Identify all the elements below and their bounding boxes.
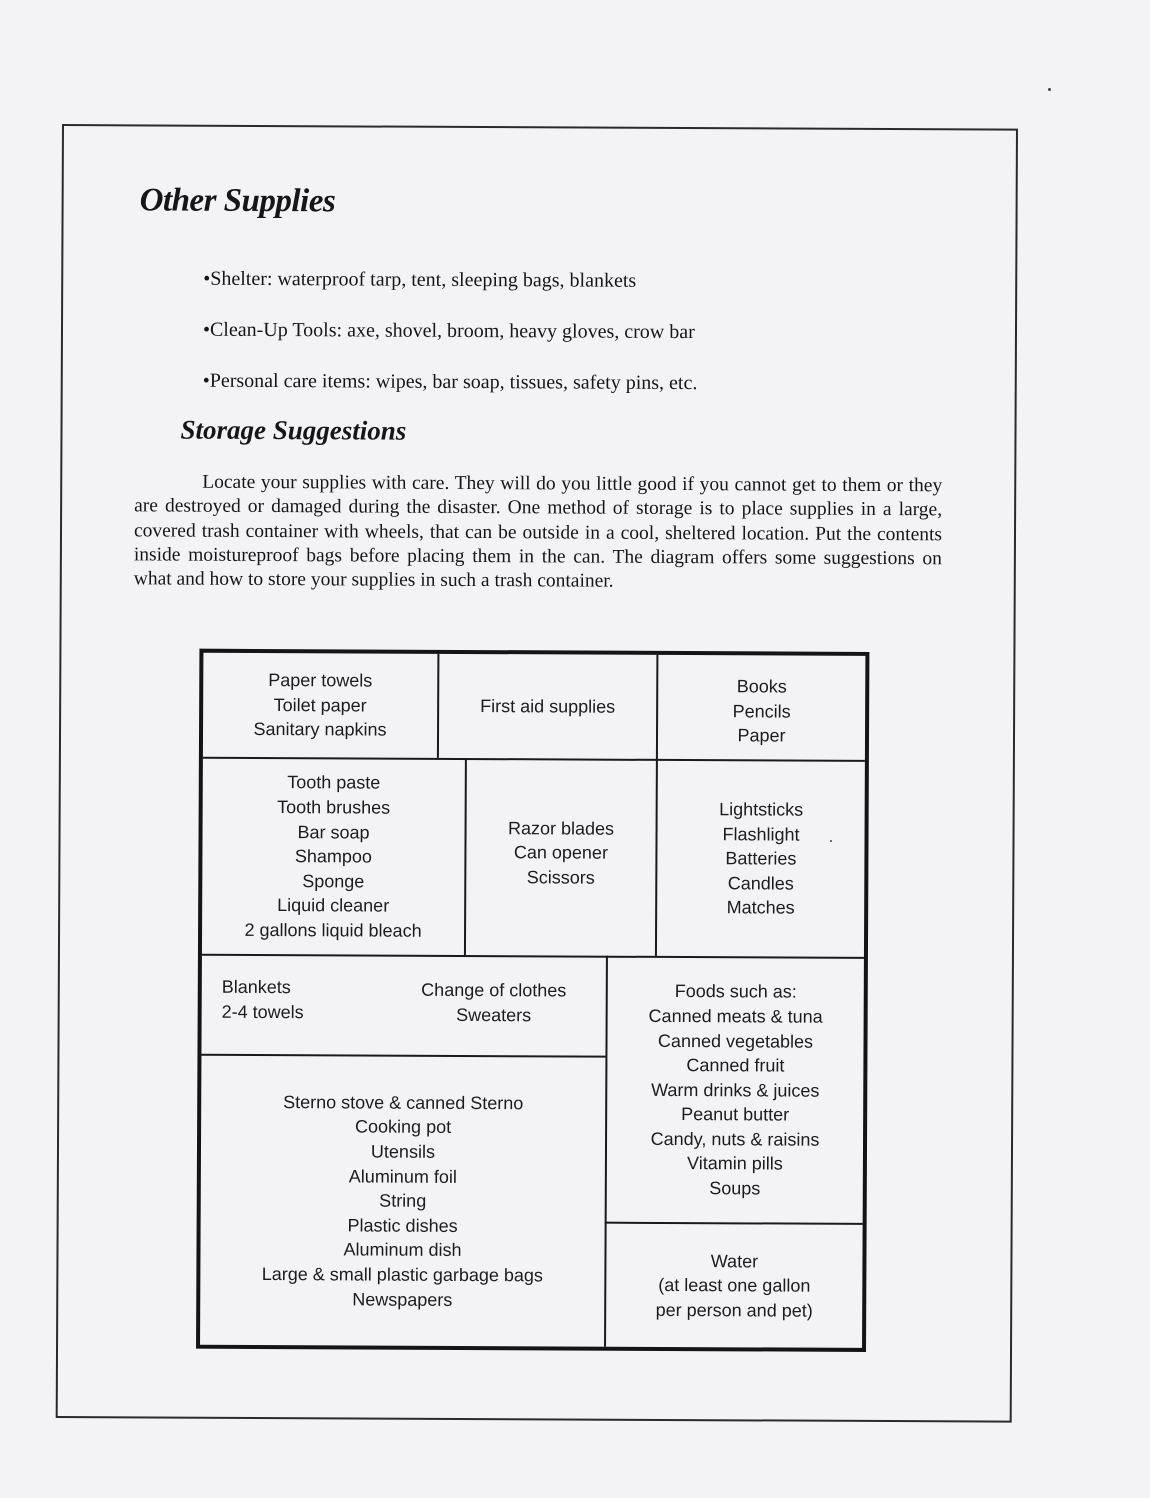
cell-paper-goods: [203, 653, 438, 758]
section-title: Storage Suggestions: [180, 414, 407, 446]
cell-first-aid: [439, 654, 657, 759]
cell-text: Water: [710, 1250, 759, 1272]
cell-text: Canned fruit: [686, 1055, 785, 1076]
cell-text: Books: [736, 676, 787, 697]
cell-text: Change of clothes: [421, 980, 567, 1001]
cell-text: Candles: [727, 873, 794, 894]
cell-text: Can opener: [513, 842, 609, 863]
cell-text: Liquid cleaner: [277, 895, 390, 916]
cell-text: Sponge: [302, 870, 365, 892]
cell-text: Cooking pot: [355, 1116, 452, 1138]
cell-text: 2-4 towels: [221, 1001, 304, 1023]
cell-text: Canned meats & tuna: [648, 1005, 823, 1027]
cell-text: Vitamin pills: [687, 1153, 783, 1175]
cell-text: Large & small plastic garbage bags: [261, 1263, 544, 1286]
cell-text: Candy, nuts & raisins: [650, 1128, 820, 1150]
cell-text: Sweaters: [456, 1004, 532, 1026]
page-border: [56, 124, 1018, 1423]
cell-razor-tools: [466, 760, 656, 956]
cell-text: Utensils: [370, 1141, 436, 1162]
cell-text: Sanitary napkins: [253, 719, 387, 740]
list-item-personal-care: •Personal care items: wipes, bar soap, tissues, safety pins, etc.: [202, 369, 698, 395]
cell-text: per person and pet): [655, 1299, 813, 1321]
cell-text: (at least one gallon: [658, 1275, 811, 1296]
cell-text: Warm drinks & juices: [651, 1079, 820, 1101]
cell-text: Razor blades: [507, 817, 615, 839]
cell-text: Scissors: [526, 867, 595, 888]
cell-hygiene: [202, 759, 465, 955]
cell-text: Paper: [737, 725, 786, 746]
cell-text: Aluminum foil: [348, 1166, 457, 1187]
cell-text: Newspapers: [352, 1289, 453, 1310]
cell-books: [658, 655, 866, 760]
cell-text: Pencils: [732, 700, 791, 722]
cell-text: Peanut butter: [681, 1104, 790, 1125]
cell-foods: [607, 958, 864, 1223]
cell-text: First aid supplies: [480, 695, 616, 717]
cell-blankets: [221, 956, 351, 1055]
cell-text: Paper towels: [268, 670, 373, 691]
cell-text: Tooth brushes: [277, 797, 391, 818]
cell-text: Sterno stove & canned Sterno: [283, 1091, 524, 1114]
cell-text: Toilet paper: [273, 694, 367, 716]
supply-list: [203, 267, 698, 422]
cell-text: Soups: [709, 1178, 761, 1199]
cell-text: Lightsticks: [719, 799, 804, 820]
cell-text: 2 gallons liquid bleach: [244, 919, 422, 941]
list-item-cleanup-tools: •Clean-Up Tools: axe, shovel, broom, heavy gloves, crow bar: [202, 318, 695, 344]
cell-text: Flashlight: [722, 823, 800, 845]
cell-water: [606, 1224, 863, 1348]
cell-clothes: [381, 957, 605, 1056]
cell-text: Matches: [726, 897, 795, 918]
cell-text: Plastic dishes: [347, 1215, 458, 1236]
scan-speck: [830, 840, 832, 842]
cell-text: Foods such as:: [674, 981, 797, 1002]
cell-text: Batteries: [725, 848, 797, 869]
scan-speck: [1048, 88, 1051, 91]
cell-text: Blankets: [221, 977, 291, 998]
cell-text: Canned vegetables: [657, 1030, 814, 1052]
storage-diagram: [196, 649, 869, 1352]
page-title: Other Supplies: [139, 182, 336, 220]
cell-lighting: [657, 761, 865, 957]
cell-text: Tooth paste: [287, 772, 381, 793]
storage-paragraph: Locate your supplies with care. They will do you little good if you cannot get to them or they are destroyed or damaged during the disaster. One method of storage is to place supplies in a large, covered trash container with wheels, that can be outside in a cool, sheltered location. Put the contents inside moistureproof bags before placing them in the can. The diagram offers some suggestions on what and how to store your supplies in such a trash container.: [133, 471, 943, 592]
cell-text: Shampoo: [294, 846, 372, 867]
cell-text: String: [379, 1190, 427, 1211]
cell-text: Aluminum dish: [343, 1239, 462, 1261]
list-item-shelter: •Shelter: waterproof tarp, tent, sleeping bags, blankets: [203, 267, 637, 292]
cell-text: Bar soap: [297, 821, 370, 843]
cell-cooking: [200, 1056, 605, 1347]
